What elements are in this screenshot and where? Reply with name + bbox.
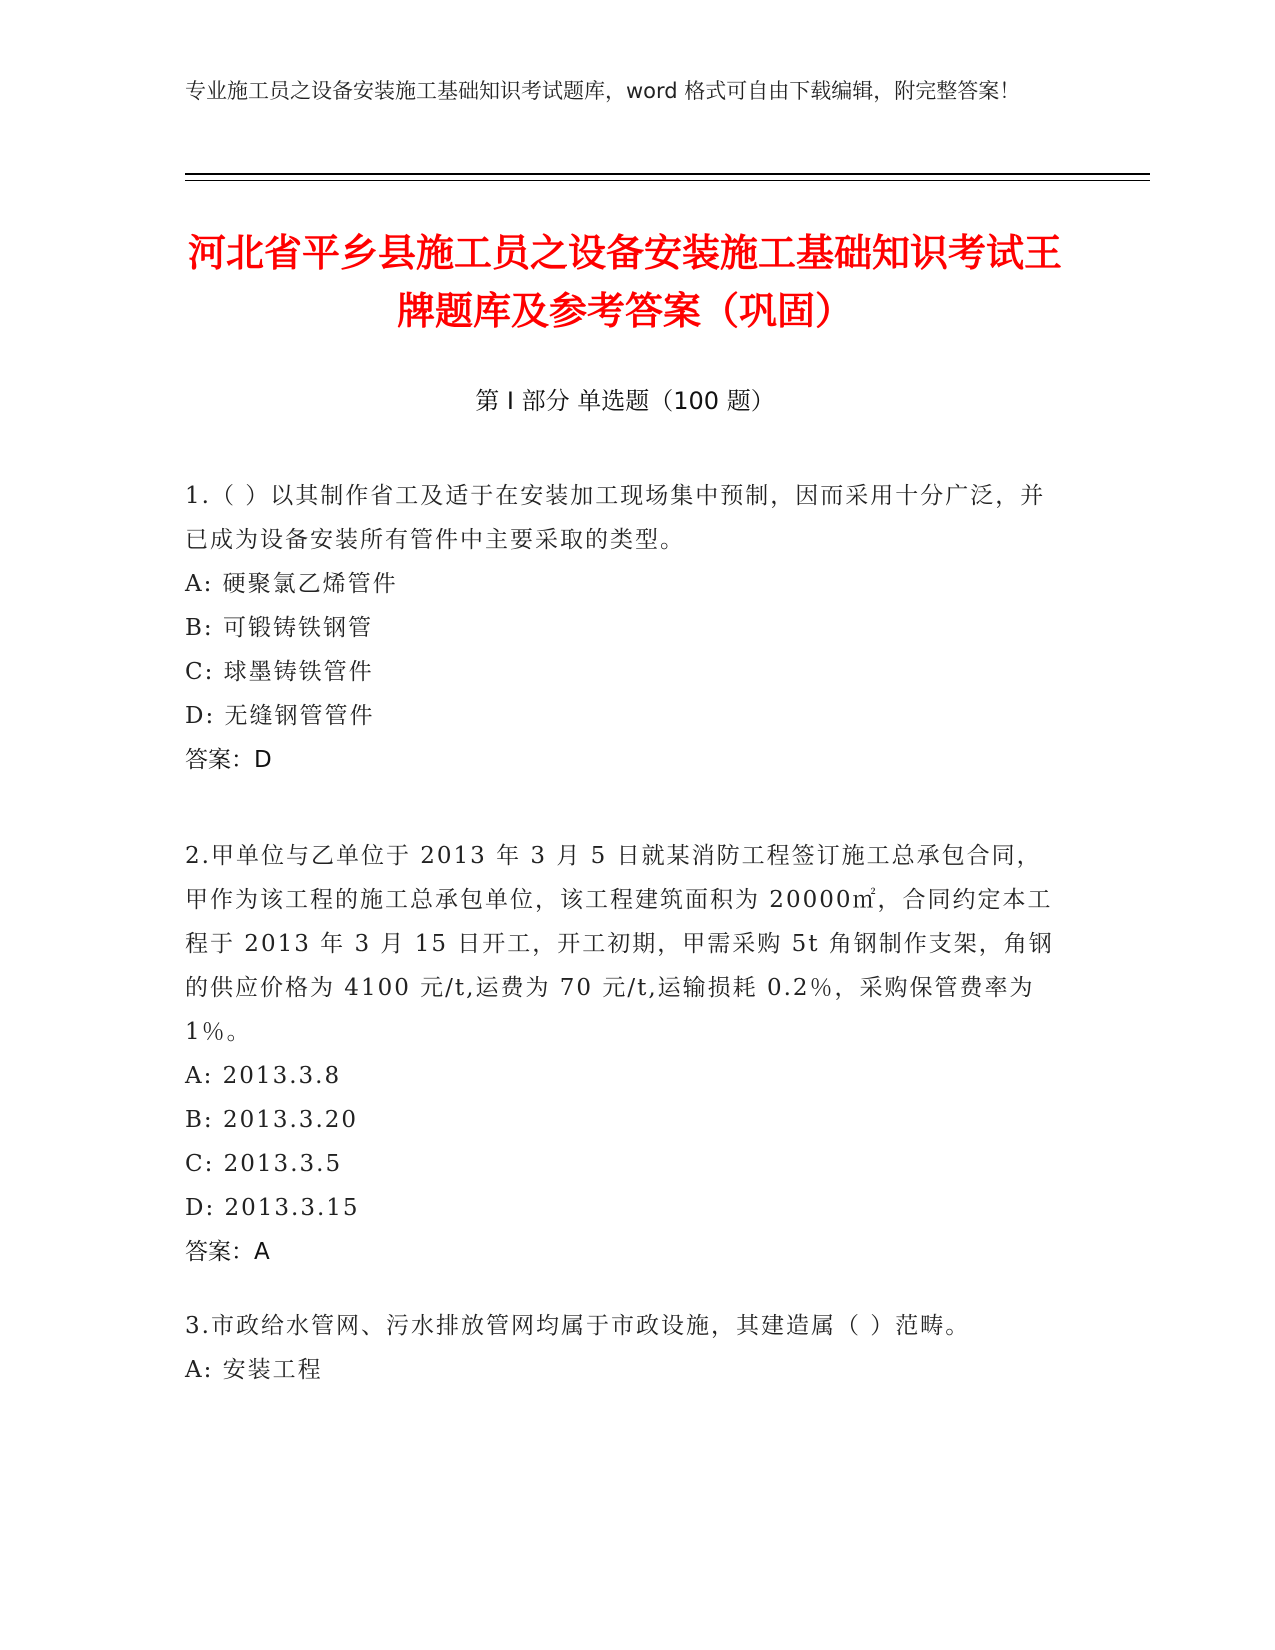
question-text: 3.市政给水管网、污水排放管网均属于市政设施，其建造属（ ）范畴。 xyxy=(185,1313,971,1339)
option-a: A: 安装工程 xyxy=(185,1357,323,1383)
header-divider-thick xyxy=(185,173,1150,175)
section-heading: 第 I 部分 单选题（100 题） xyxy=(475,387,775,415)
option-a: A: 硬聚氯乙烯管件 xyxy=(185,571,398,597)
option-b: B: 可锻铸铁钢管 xyxy=(185,615,373,641)
header-divider-thin xyxy=(185,180,1150,181)
header-note: 专业施工员之设备安装施工基础知识考试题库，word 格式可自由下载编辑，附完整答案！ xyxy=(185,79,1021,103)
question-2 xyxy=(185,834,1065,1274)
option-b: B: 2013.3.20 xyxy=(185,1107,359,1133)
question-text: 1.（ ）以其制作省工及适于在安装加工现场集中预制，因而采用十分广泛，并已成为设备安装所有管件中主要采取的类型。 xyxy=(185,483,1046,553)
answer: 答案：A xyxy=(185,1239,270,1265)
option-c: C: 2013.3.5 xyxy=(185,1151,343,1177)
option-d: D: 无缝钢管管件 xyxy=(185,703,375,729)
option-c: C: 球墨铸铁管件 xyxy=(185,659,374,685)
question-3 xyxy=(185,1304,1065,1392)
answer: 答案：D xyxy=(185,747,272,773)
question-1 xyxy=(185,474,1065,782)
option-d: D: 2013.3.15 xyxy=(185,1195,360,1221)
question-text: 2.甲单位与乙单位于 2013 年 3 月 5 日就某消防工程签订施工总承包合同，甲作为该工程的施工总承包单位，该工程建筑面积为 20000㎡，合同约定本工程于 2013 年 3 月 15 日开工，开工初期，甲需采购 5t 角钢制作支架，角钢的供应价格为 4100 元/t,运费为 70 元/t,运输损耗 0.2％，采购保管费率为 1％。 xyxy=(185,843,1054,1045)
option-a: A: 2013.3.8 xyxy=(185,1063,342,1089)
document-title: 河北省平乡县施工员之设备安装施工基础知识考试王牌题库及参考答案（巩固） xyxy=(187,231,1062,333)
